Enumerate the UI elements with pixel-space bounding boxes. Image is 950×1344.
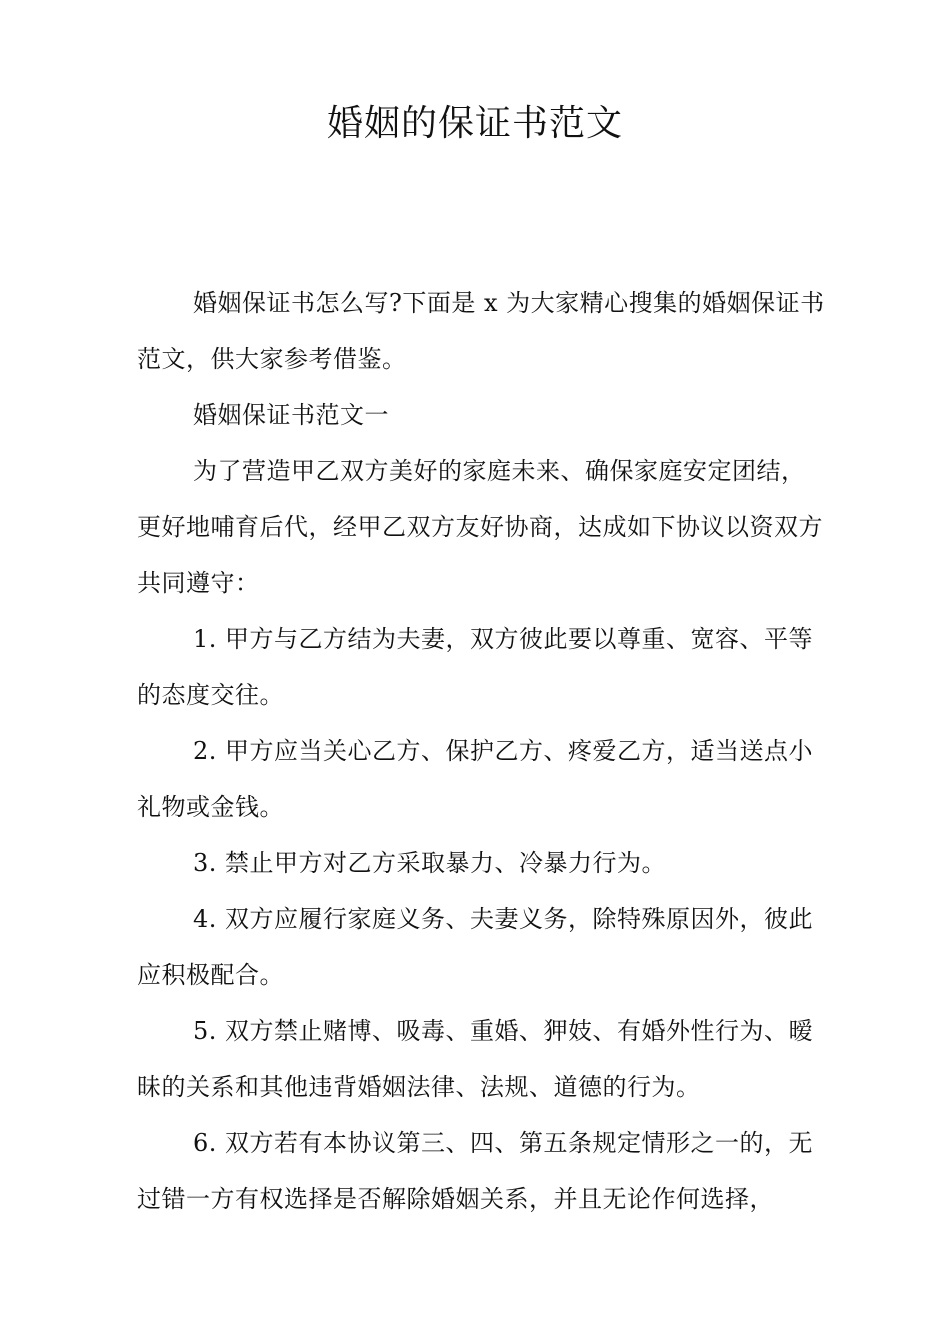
clause-5: 5. 双方禁止赌博、吸毒、重婚、狎妓、有婚外性行为、暧昧的关系和其他违背婚姻法律、法规、道德的行为。 (137, 1017, 814, 1101)
document-title: 婚姻的保证书范文 (326, 103, 623, 144)
document-body (137, 275, 825, 1227)
preamble-paragraph: 为了营造甲乙双方美好的家庭未来、确保家庭安定团结，更好地哺育后代，经甲乙双方友好协商，达成如下协议以资双方共同遵守： (137, 457, 823, 597)
intro-paragraph: 婚姻保证书怎么写?下面是 x 为大家精心搜集的婚姻保证书范文，供大家参考借鉴。 (137, 289, 825, 373)
clause-6: 6. 双方若有本协议第三、四、第五条规定情形之一的，无过错一方有权选择是否解除婚姻关系，并且无论作何选择， (137, 1129, 814, 1213)
clause-1: 1. 甲方与乙方结为夫妻，双方彼此要以尊重、宽容、平等的态度交往。 (137, 625, 814, 709)
clause-3: 3. 禁止甲方对乙方采取暴力、冷暴力行为。 (193, 849, 667, 877)
clause-2: 2. 甲方应当关心乙方、保护乙方、疼爱乙方，适当送点小礼物或金钱。 (137, 737, 814, 821)
section-heading: 婚姻保证书范文一 (193, 401, 389, 429)
clause-4: 4. 双方应履行家庭义务、夫妻义务，除特殊原因外，彼此应积极配合。 (137, 905, 814, 989)
